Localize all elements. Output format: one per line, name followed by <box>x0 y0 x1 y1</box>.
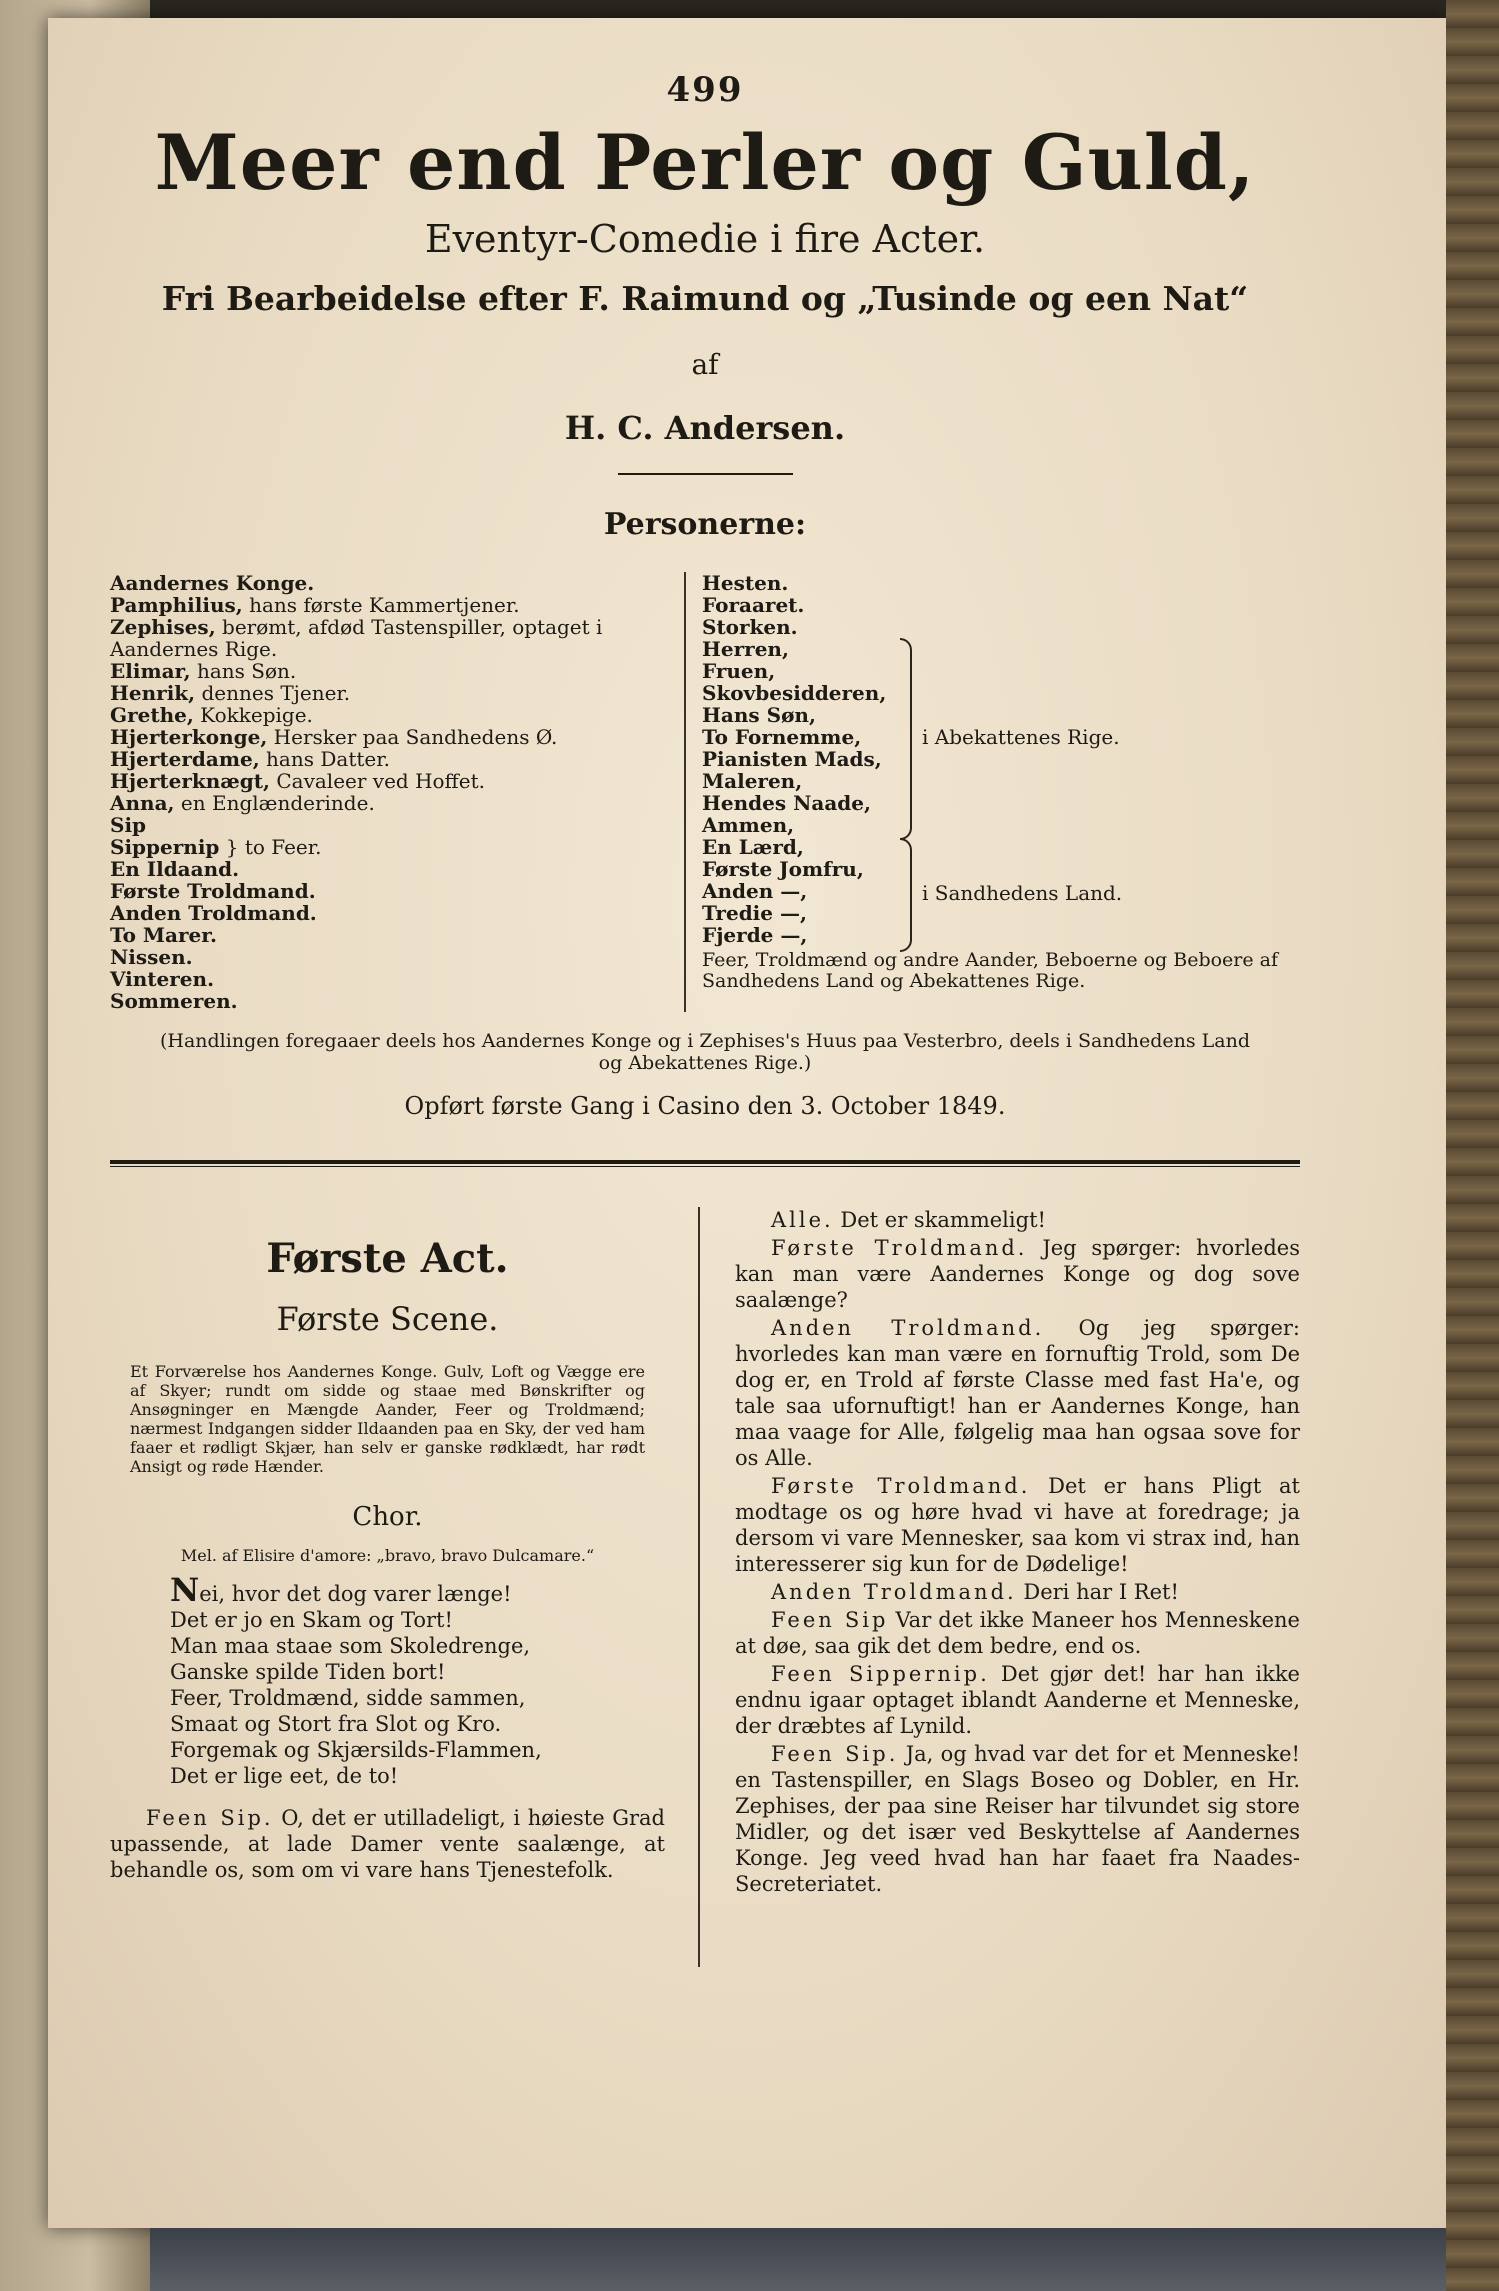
cast-member-desc: hans første Kammertjener. <box>249 593 520 617</box>
title-divider <box>618 473 793 475</box>
cast-divider <box>684 572 686 1012</box>
stage-direction: Et Forværelse hos Aandernes Konge. Gulv, Loft og Vægge ere af Skyer; rundt om sidde og staae med Bønskrifter og Ansøgninger en Mængde Aander, Feer og Troldmænd; nærmest Indgangen sidder Ildaanden paa en Sky, der ved ham faaer et rødligt Skjær, han selv er ganske rødklædt, har rødt Ansigt og røde Hænder. <box>130 1362 645 1476</box>
cast-member-desc: dennes Tjener. <box>201 681 351 705</box>
dialogue-line <box>110 1805 665 1883</box>
verse-line: Det er lige eet, de to! <box>170 1764 399 1788</box>
cast-member-name: Grethe, <box>110 703 194 727</box>
premiere-line: Opført første Gang i Casino den 3. October 1849. <box>404 1092 1006 1120</box>
cast-member-name: Henrik, <box>110 681 196 705</box>
dialogue-text: Og jeg spørger: hvorledes kan man være en fornuftig Trold, som De dog er, en Trold af første Classe med fast Ha'e, og tale saa ufornuftigt! han er Aandernes Konge, han maa vaage for Alle, følgelig maa han ogsaa sove for os Alle. <box>735 1316 1300 1470</box>
scene-title: Første Scene. <box>276 1300 499 1338</box>
act-title: Første Act. <box>266 1235 509 1282</box>
cast-member-name: Vinteren. <box>110 967 215 991</box>
cast-member <box>110 726 690 748</box>
cast-member-desc: } to Feer. <box>225 835 322 859</box>
dialogue-text: Var det ikke Maneer hos Menneskene at døe, saa gik det dem bedre, end os. <box>735 1608 1300 1658</box>
cast-member-name: Aandernes Konge. <box>110 571 315 595</box>
cast-member <box>110 594 690 616</box>
speaker-name: Feen Sip <box>771 1608 889 1632</box>
cast-member <box>110 836 690 858</box>
cast-member: Hesten. <box>702 571 789 595</box>
cast-member: Fruen, <box>702 659 776 683</box>
verse-line: Ganske spilde Tiden bort! <box>170 1660 446 1684</box>
cast-right-column <box>690 571 1300 992</box>
cast-member-name: En Ildaand. <box>110 857 240 881</box>
verse-line: Nei, hvor det dog varer længe! <box>170 1571 512 1609</box>
cast-member <box>110 924 690 946</box>
cast-member-name: Pamphilius, <box>110 593 243 617</box>
by-line: af <box>691 348 719 381</box>
left-dialogue <box>110 1805 665 1883</box>
cast-member: Storken. <box>702 615 798 639</box>
cast-member-desc: hans Datter. <box>266 747 390 771</box>
brace-group-one <box>900 638 912 840</box>
cast-member <box>110 748 690 770</box>
melody-note: Mel. af Elisire d'amore: „bravo, bravo Dulcamare.“ <box>180 1546 595 1565</box>
verse-line: Man maa staae som Skoledrenge, <box>170 1634 531 1658</box>
cast-member <box>110 770 690 792</box>
group-two-label: i Sandhedens Land. <box>922 881 1123 905</box>
cast-member-name: Første Troldmand. <box>110 879 316 903</box>
book-cover-bottom <box>150 2228 1446 2291</box>
cast-member <box>110 968 690 990</box>
cast-member-name: To Marer. <box>110 923 217 947</box>
chorus-verse <box>170 1571 665 1789</box>
cast-member-name: Anden Troldmand. <box>110 901 317 925</box>
cast-member <box>110 792 690 814</box>
dialogue-line <box>735 1741 1300 1897</box>
speaker-name: Alle. <box>771 1208 834 1232</box>
verse-line: Forgemak og Skjærsilds-Flammen, <box>170 1738 542 1762</box>
cast-member: To Fornemme, <box>702 725 862 749</box>
dialogue-line <box>735 1315 1300 1471</box>
cast-member-name: Hjerterkonge, <box>110 725 268 749</box>
cast-member: En Lærd, <box>702 835 804 859</box>
cast-member-desc: Hersker paa Sandhedens Ø. <box>273 725 558 749</box>
cast-member: Pianisten Mads, <box>702 747 882 771</box>
play-title: Meer end Perler og Guld, <box>154 118 1256 207</box>
speaker-name: Anden Troldmand. <box>771 1580 1017 1604</box>
dialogue-text: Deri har I Ret! <box>1023 1580 1179 1604</box>
brace-group-two <box>900 838 912 952</box>
dialogue-text: Ja, og hvad var det for et Menneske! en Tastenspiller, en Slags Boseo og Dobler, en Hr. Zephises, der paa sine Reiser har tilvundet sig store Midler, og det især ved Beskyttelse af Aandernes Konge. Jeg veed hvad han har faaet fra Naades-Secreteriatet. <box>735 1742 1300 1896</box>
dialogue-line <box>735 1607 1300 1659</box>
cast-list <box>110 572 1300 1012</box>
cast-member-name: Hjerterknægt, <box>110 769 270 793</box>
cast-member: Første Jomfru, <box>702 857 864 881</box>
cast-member <box>110 858 690 880</box>
dialogue-line <box>735 1661 1300 1739</box>
cast-member: Ammen, <box>702 813 795 837</box>
cast-member <box>110 902 690 924</box>
speaker-name: Anden Troldmand. <box>771 1316 1045 1340</box>
cast-member <box>110 990 690 1012</box>
cast-member-desc: Kokkepige. <box>200 703 313 727</box>
dialogue-line <box>735 1579 1300 1605</box>
dialogue-line <box>735 1473 1300 1577</box>
cast-member-name: Sommeren. <box>110 989 238 1013</box>
cast-member-name: Nissen. <box>110 945 193 969</box>
cast-member-name: Sippernip <box>110 835 220 859</box>
cast-member <box>110 704 690 726</box>
dialogue-text: Det er hans Pligt at modtage os og høre hvad vi have at foredrage; ja dersom vi vare Mennesker, saa kom vi strax ind, han interesserer sig kun for de Dødelige! <box>735 1474 1300 1576</box>
verse-line: Feer, Troldmænd, sidde sammen, <box>170 1686 526 1710</box>
cast-member: Tredie —, <box>702 901 807 925</box>
cast-member: Hendes Naade, <box>702 791 871 815</box>
cast-member-name: Sip <box>110 813 147 837</box>
cast-member-name: Anna, <box>110 791 175 815</box>
text-columns <box>110 1207 1300 1967</box>
right-dialogue <box>735 1207 1300 1899</box>
speaker-name: Feen Sip. <box>146 1806 274 1830</box>
cast-member: Skovbesidderen, <box>702 681 887 705</box>
cast-member-desc: en Englænderinde. <box>180 791 375 815</box>
cast-member: Anden —, <box>702 879 808 903</box>
cast-member: Herren, <box>702 637 789 661</box>
cast-member-desc: berømt, afdød Tastenspiller, optaget i Aandernes Rige. <box>110 615 603 661</box>
cast-member-desc: hans Søn. <box>196 659 297 683</box>
cast-member <box>110 880 690 902</box>
page-number: 499 <box>666 70 744 110</box>
cast-member <box>110 682 690 704</box>
speaker-name: Feen Sippernip. <box>771 1662 990 1686</box>
personae-heading: Personerne: <box>603 507 807 542</box>
cast-member: Maleren, <box>702 769 803 793</box>
group-one-label: i Abekattenes Rige. <box>922 725 1120 749</box>
column-divider <box>698 1207 700 1967</box>
cast-member: Hans Søn, <box>702 703 816 727</box>
adaptation-line: Fri Bearbeidelse efter F. Raimund og „Tusinde og een Nat“ <box>161 279 1249 318</box>
cast-member <box>110 572 690 594</box>
page-content <box>110 70 1300 1967</box>
cast-member-name: Hjerterdame, <box>110 747 260 771</box>
book-binding <box>1446 0 1499 2291</box>
cast-member <box>110 660 690 682</box>
cast-member: Foraaret. <box>702 593 805 617</box>
speaker-name: Første Troldmand. <box>771 1236 1028 1260</box>
dialogue-text: O, det er utilladeligt, i høieste Grad upassende, at lade Damer vente saalænge, at behandle os, som om vi vare hans Tjenestefolk. <box>110 1806 665 1882</box>
cast-member-name: Zephises, <box>110 615 216 639</box>
cast-member: Fjerde —, <box>702 923 808 947</box>
speaker-name: Første Troldmand. <box>771 1474 1031 1498</box>
verse-line: Smaat og Stort fra Slot og Kro. <box>170 1712 502 1736</box>
setting-note: (Handlingen foregaaer deels hos Aandernes Konge og i Zephises's Huus paa Vesterbro, deels i Sandhedens Land og Abekattenes Rige.) <box>159 1030 1251 1074</box>
play-subtitle: Eventyr-Comedie i fire Acter. <box>424 217 986 261</box>
dialogue-text: Jeg spørger: hvorledes kan man være Aandernes Konge og dog sove saalænge? <box>735 1236 1300 1312</box>
cast-member <box>110 616 690 660</box>
cast-left-column <box>110 572 690 1012</box>
cast-member-name: Elimar, <box>110 659 191 683</box>
author-name: H. C. Andersen. <box>564 409 846 447</box>
cast-member <box>110 814 690 836</box>
dialogue-line <box>735 1235 1300 1313</box>
dialogue-text: Det er skammeligt! <box>840 1208 1046 1232</box>
left-text-column <box>110 1207 665 1885</box>
cast-extra: Feer, Troldmænd og andre Aander, Beboerne og Beboere af Sandhedens Land og Abekattenes Rige. <box>702 949 1279 992</box>
dialogue-text: Det gjør det! har han ikke endnu igaar optaget iblandt Aanderne et Menneske, der dræbtes af Lynild. <box>735 1662 1300 1738</box>
chorus-heading: Chor. <box>352 1502 423 1532</box>
speaker-name: Feen Sip. <box>771 1742 899 1766</box>
dialogue-line <box>735 1207 1300 1233</box>
cast-member-desc: Cavaleer ved Hoffet. <box>276 769 485 793</box>
section-divider <box>110 1160 1300 1167</box>
verse-line: Det er jo en Skam og Tort! <box>170 1608 453 1632</box>
cast-member <box>110 946 690 968</box>
